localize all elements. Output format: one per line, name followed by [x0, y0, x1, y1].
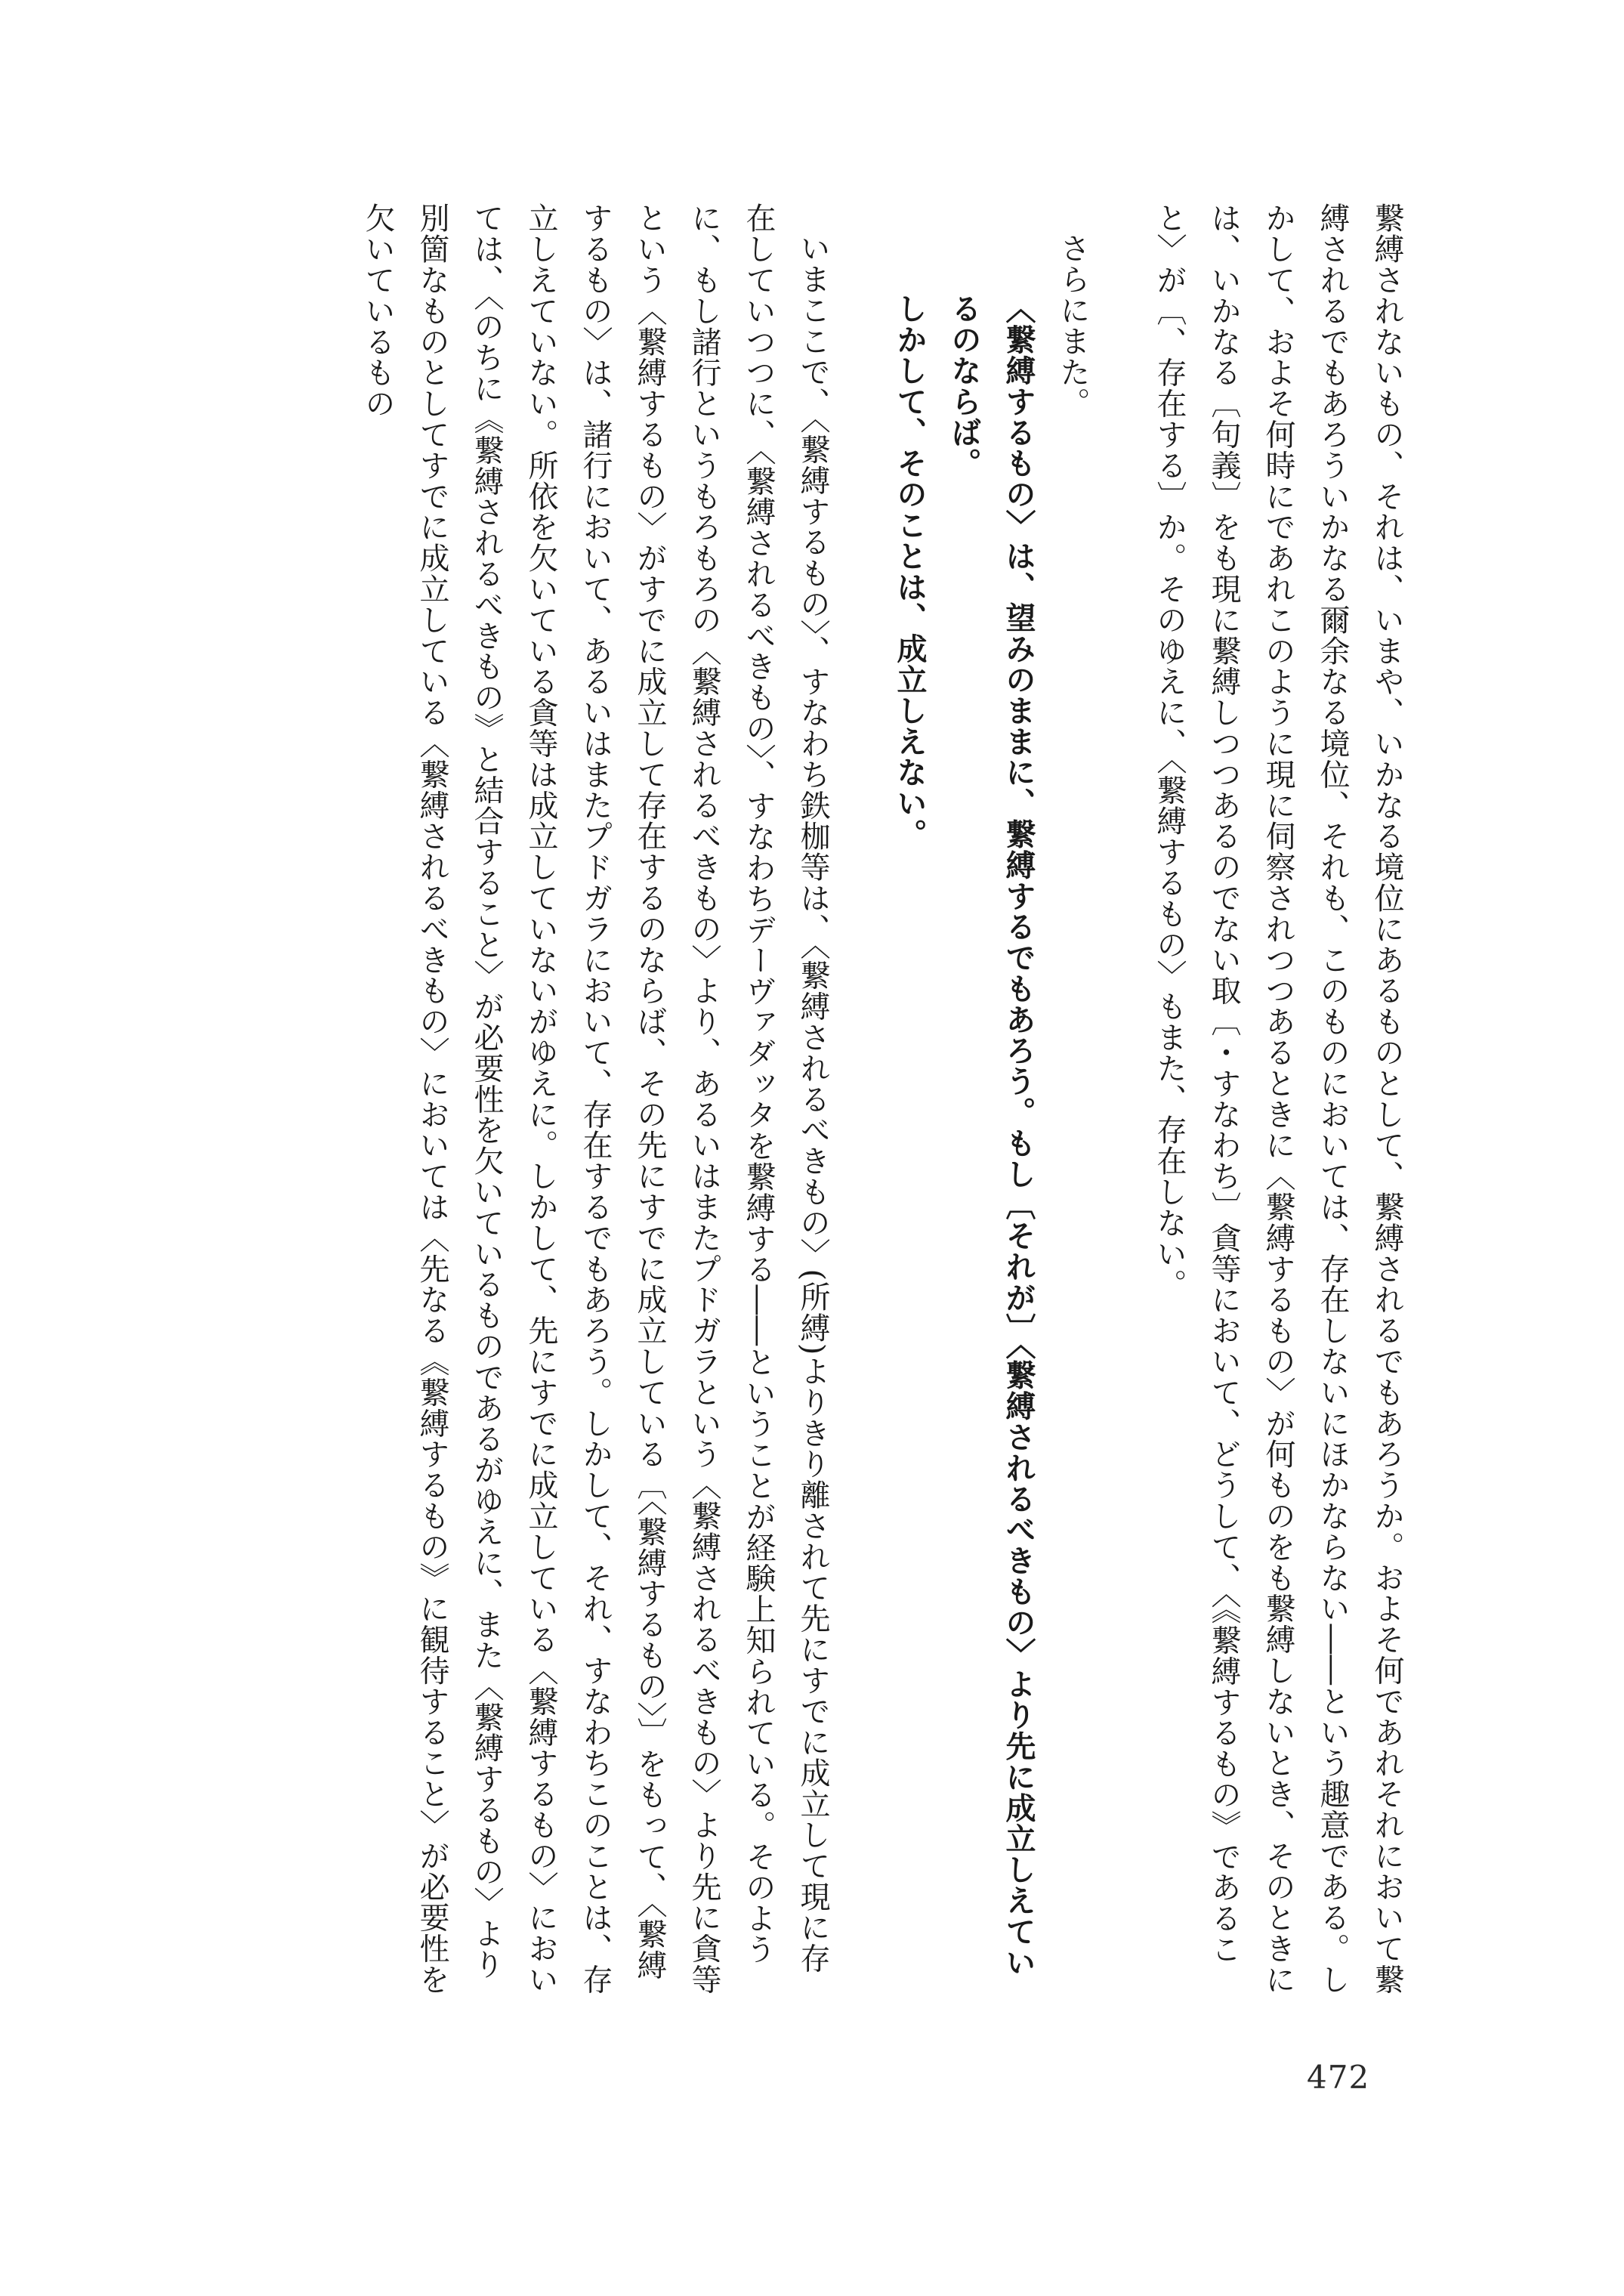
verse-line-2: しかして、そのことは、成立しえない。 — [892, 293, 927, 850]
paragraph-commentary-1: 繋縛されないもの、それは、いまや、いかなる境位にあるものとして、繋縛されるでもあろうか。およそ何であれそれにおいて繋縛されるでもあろういかなる爾余なる境位、それも、このものにおいては、存在しないにほかならない――という趣意である。しかして、およそ何時にであれこのように現に伺察されつつあるときに〈繋縛するもの〉が何ものをも繋縛しないとき、そのときには、いかなる〔句義〕をも現に繋縛しつつあるのでない取〔・すなわち〕貪等において、どうして、〈《繋縛するもの》であること〉が〔、存在する〕か。そのゆえに、〈繋縛するもの〉もまた、存在しない。 — [1152, 202, 1404, 1995]
page-number: 472 — [1307, 2059, 1370, 2096]
paragraph-commentary-2: いまここで、〈繋縛するもの〉、すなわち鉄枷等は、〈繋縛されるべきもの〉(所縛)よりきり離されて先にすでに成立して現に存在していつつに、〈繋縛されるべきもの〉、すなわちデーヴァダッタを繋縛する――ということが経験上知られている。そのように、もし諸行というもろもろの〈繋縛されるべきもの〉より、あるいはまたプドガラという〈繋縛されるべきもの〉より先に貪等という〈繋縛するもの〉がすでに成立して存在するのならば、その先にすでに成立している〔〈繋縛するもの〉〕をもって、〈繋縛するもの〉は、諸行において、あるいはまたプドガラにおいて、存在するでもあろう。しかして、それ、すなわちこのことは、存立しえていない。所依を欠いている貪等は成立していないがゆえに。しかして、先にすでに成立している〈繋縛するもの〉においては、〈のちに《繋縛されるべきもの》と結合すること〉が必要性を欠いているものであるがゆえに、また〈繋縛するもの〉より別箇なものとしてすでに成立している〈繋縛されるべきもの〉においては〈先なる《繋縛するもの》に観待すること〉が必要性を欠いているもの — [360, 202, 830, 1995]
verse-line-1: 〈繋縛するもの〉は、望みのままに、繋縛するでもあろう。もし〔それが〕〈繋縛されるべきもの〉より先に成立しえているのならば。 — [946, 293, 1036, 1978]
paragraph-transition: さらにまた。 — [1055, 233, 1090, 419]
vertical-text-body — [350, 202, 1414, 2001]
